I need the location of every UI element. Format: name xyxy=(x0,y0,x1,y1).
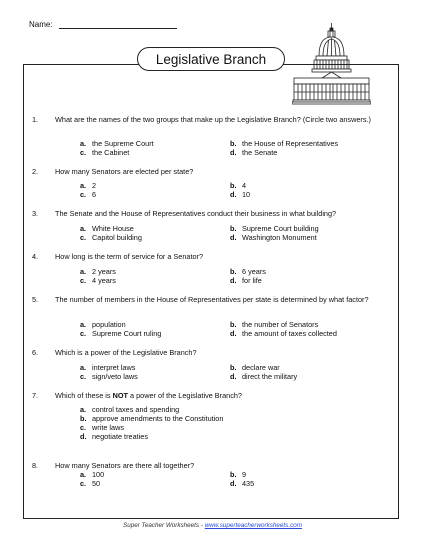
question-number: 1. xyxy=(32,115,39,124)
answer-1c[interactable]: c. the Cabinet xyxy=(80,148,130,157)
answer-7d[interactable]: d. negotiate treaties xyxy=(80,432,148,441)
answer-7a[interactable]: a. control taxes and spending xyxy=(80,405,180,414)
answer-8d[interactable]: d. 435 xyxy=(230,479,255,488)
answer-5b[interactable]: b. the number of Senators xyxy=(230,320,319,329)
worksheet-title: Legislative Branch xyxy=(137,47,285,71)
question-text: The Senate and the House of Representatives conduct their business in what building? xyxy=(55,209,337,218)
answer-4c[interactable]: c. 4 years xyxy=(80,276,116,285)
question-number: 7. xyxy=(32,391,39,400)
answer-6d[interactable]: d. direct the military xyxy=(230,372,298,381)
answer-8a[interactable]: a. 100 xyxy=(80,470,105,479)
worksheet-frame xyxy=(23,64,399,519)
answer-2c[interactable]: c. 6 xyxy=(80,190,97,199)
answer-3a[interactable]: a. White House xyxy=(80,224,134,233)
question-text: What are the names of the two groups that make up the Legislative Branch? (Circle two answers.) xyxy=(55,115,371,124)
question-number: 2. xyxy=(32,167,39,176)
answer-4b[interactable]: b. 6 years xyxy=(230,267,266,276)
answer-3b[interactable]: b. Supreme Court building xyxy=(230,224,319,233)
answer-5a[interactable]: a. population xyxy=(80,320,126,329)
answer-8c[interactable]: c. 50 xyxy=(80,479,101,488)
answer-3c[interactable]: c. Capitol building xyxy=(80,233,142,242)
footer-brand: Super Teacher Worksheets xyxy=(123,522,200,529)
answer-7b[interactable]: b. approve amendments to the Constitution xyxy=(80,414,224,423)
answer-2d[interactable]: d. 10 xyxy=(230,190,251,199)
answer-1d[interactable]: d. the Senate xyxy=(230,148,278,157)
question-number: 8. xyxy=(32,461,39,470)
question-text: Which of these is NOT a power of the Legislative Branch? xyxy=(55,391,242,400)
answer-6c[interactable]: c. sign/veto laws xyxy=(80,372,138,381)
question-text: How long is the term of service for a Senator? xyxy=(55,252,204,261)
question-text: The number of members in the House of Representatives per state is determined by what factor? xyxy=(55,295,369,304)
answer-7c[interactable]: c. write laws xyxy=(80,423,125,432)
name-label: Name: xyxy=(29,20,53,29)
question-text: Which is a power of the Legislative Branch? xyxy=(55,348,197,357)
name-line xyxy=(59,19,177,29)
answer-4a[interactable]: a. 2 years xyxy=(80,267,116,276)
answer-1a[interactable]: a. the Supreme Court xyxy=(80,139,154,148)
footer-separator: - xyxy=(200,522,203,529)
emphasis-not: NOT xyxy=(112,391,128,400)
answer-4d[interactable]: d. for life xyxy=(230,276,262,285)
footer-link[interactable]: www.superteacherworksheets.com xyxy=(204,522,302,529)
question-number: 3. xyxy=(32,209,39,218)
answer-5d[interactable]: d. the amount of taxes collected xyxy=(230,329,337,338)
question-number: 4. xyxy=(32,252,39,261)
answer-2b[interactable]: b. 4 xyxy=(230,181,247,190)
answer-6a[interactable]: a. interpret laws xyxy=(80,363,136,372)
question-text: How many Senators are elected per state? xyxy=(55,167,194,176)
question-number: 6. xyxy=(32,348,39,357)
question-text: How many Senators are there all together? xyxy=(55,461,195,470)
answer-6b[interactable]: b. declare war xyxy=(230,363,280,372)
name-row xyxy=(29,19,177,29)
footer xyxy=(0,522,425,529)
answer-1b[interactable]: b. the House of Representatives xyxy=(230,139,339,148)
answer-8b[interactable]: b. 9 xyxy=(230,470,247,479)
question-number: 5. xyxy=(32,295,39,304)
answer-2a[interactable]: a. 2 xyxy=(80,181,97,190)
answer-5c[interactable]: c. Supreme Court ruling xyxy=(80,329,162,338)
answer-3d[interactable]: d. Washington Monument xyxy=(230,233,317,242)
